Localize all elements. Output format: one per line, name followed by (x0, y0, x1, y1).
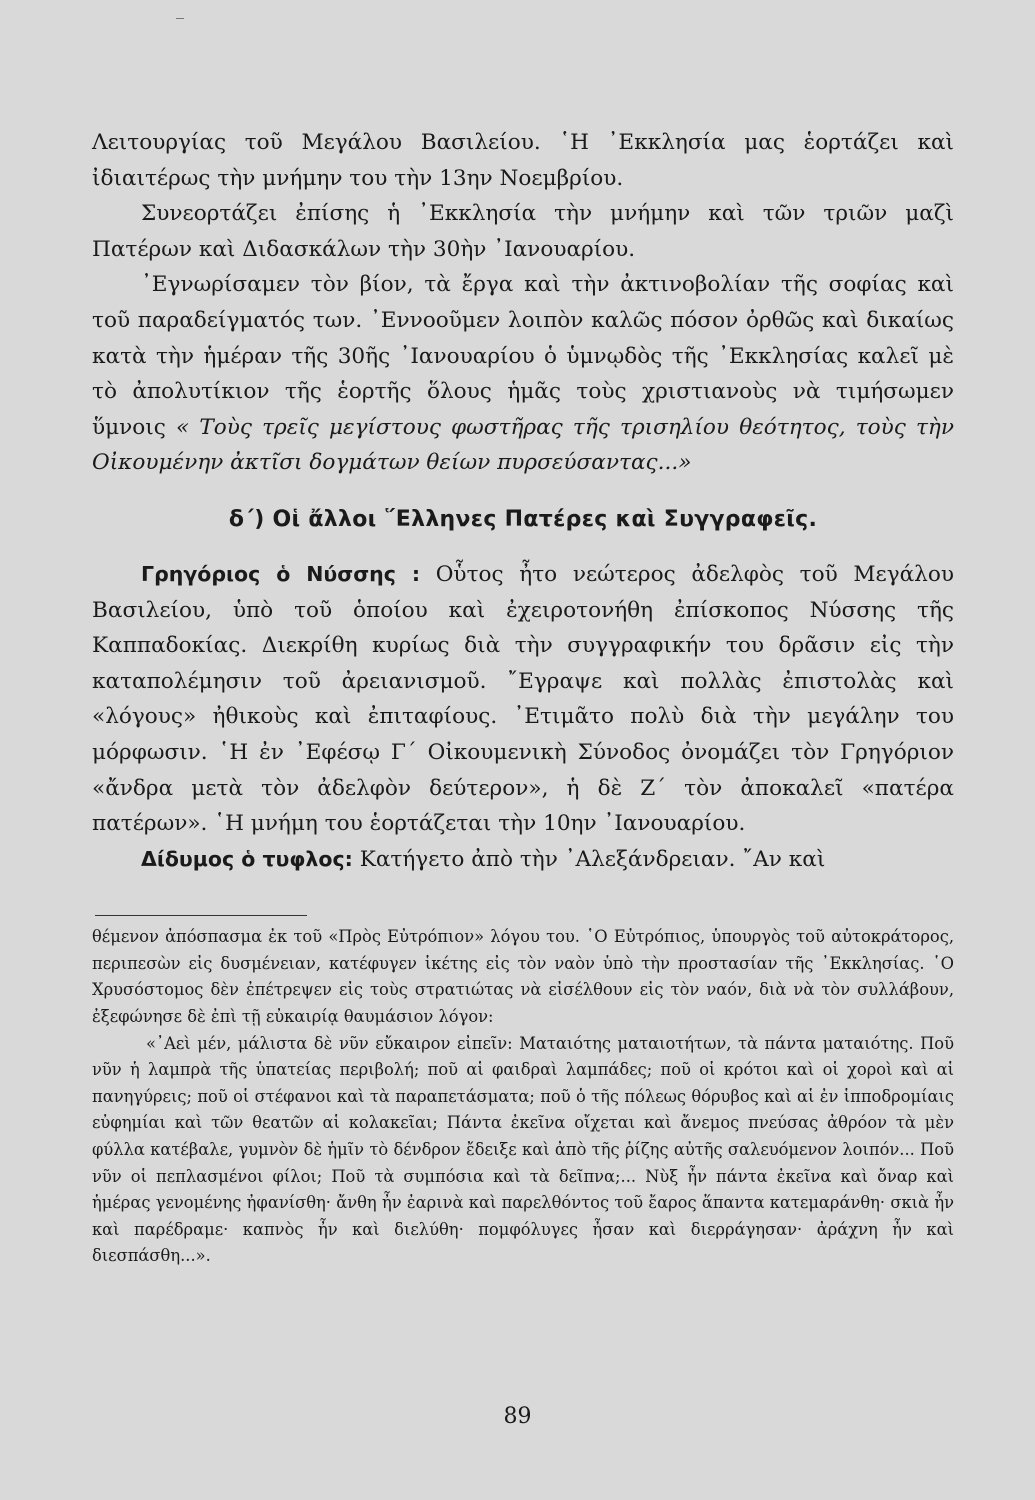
gregory-text: Οὗτος ἦτο νεώτερος ἀδελφὸς τοῦ Μεγάλου Βασιλείου, ὑπὸ τοῦ ὁποίου καὶ ἐχειροτονήθη ἐπίσκοπος Νύσσης τῆς Καππαδοκίας. Διεκρίθη κυρίως διὰ τὴν συγγραφικήν του δρᾶσιν εἰς τὴν καταπολέμησιν τοῦ ἀρειανισμοῦ. ῎Εγραψε καὶ πολλὰς ἐπιστολὰς καὶ «λόγους» ἠθικοὺς καὶ ἐπιταφίους. ᾿Ετιμᾶτο πολὺ διὰ τὴν μεγάλην του μόρφωσιν. ῾Η ἐν ᾿Εφέσῳ Γ΄ Οἰκουμενικὴ Σύνοδος ὀνομάζει τὸν Γρηγόριον «ἄνδρα μετὰ τὸν ἀδελφὸν δεύτερον», ἡ δὲ Ζ΄ τὸν ἀποκαλεῖ «πατέρα πατέρων». ῾Η μνήμη του ἑορτάζεται τὴν 10ην ᾿Ιανουαρίου. (92, 561, 954, 837)
paragraph-liturgy: Λειτουργίας τοῦ Μεγάλου Βασιλείου. ῾Η ᾿Εκκλησία μας ἑορτάζει καὶ ἰδιαιτέρως τὴν μνήμην του τὴν 13ην Νοεμβρίου. (92, 130, 954, 191)
apolytikion-text: ᾿Εγνωρίσαμεν τὸν βίον, τὰ ἔργα καὶ τὴν ἀκτινοβολίαν τῆς σοφίας καὶ τοῦ παραδείγματός των. ᾿Εννοοῦμεν λοιπὸν καλῶς πόσον ὀρθῶς καὶ δικαίως κατὰ τὴν ἡμέραν τῆς 30ῆς ᾿Ιανουαρίου ὁ ὑμνῳδὸς τῆς ᾿Εκκλησίας καλεῖ μὲ τὸ ἀπολυτίκιον τῆς ἑορτῆς ὅλους ἡμᾶς τοὺς χριστιανοὺς νὰ τιμήσωμεν ὕμνοις (92, 272, 954, 440)
main-text (92, 125, 954, 877)
paragraph-gregory-nyssa (92, 557, 954, 842)
footnote-rule (95, 915, 307, 916)
scan-mark (176, 18, 184, 19)
paragraph-didymus (92, 842, 954, 878)
didymus-name: Δίδυμος ὁ τυφλος: (141, 846, 353, 871)
section-heading: δ΄) Οἱ ἄλλοι ῞Ελληνες Πατέρες καὶ Συγγραφεῖς. (228, 506, 818, 532)
footnote (92, 924, 954, 1270)
page-number: 89 (503, 1404, 532, 1429)
paragraph-three-hierarchs: Συνεορτάζει ἐπίσης ἡ ᾿Εκκλησία τὴν μνήμην καὶ τῶν τριῶν μαζὶ Πατέρων καὶ Διδασκάλων τὴν 30ὴν ᾿Ιανουαρίου. (92, 201, 954, 262)
didymus-text: Κατήγετο ἀπὸ τὴν ᾿Αλεξάνδρειαν. ῎Αν καὶ (359, 846, 826, 872)
footnote-paragraph-quote: «᾿Αεὶ μέν, μάλιστα δὲ νῦν εὔκαιρον εἰπεῖν: Ματαιότης ματαιοτήτων, τὰ πάντα ματαιότης. Ποῦ νῦν ἡ λαμπρὰ τῆς ὑπατείας περιβολή; ποῦ αἱ φαιδραὶ λαμπάδες; ποῦ οἱ κρότοι καὶ οἱ χοροὶ καὶ αἱ πανηγύρεις; ποῦ οἱ στέφανοι καὶ τὰ παραπετάσματα; ποῦ ὁ τῆς πόλεως θόρυβος καὶ αἱ ἐν ἱπποδρομίαις εὐφημίαι καὶ τῶν θεατῶν αἱ κολακεῖαι; Πάντα ἐκεῖνα οἴχεται καὶ ἄνεμος πνεύσας ἀθρόον τὰ μὲν φύλλα κατέβαλε, γυμνὸν δὲ ἡμῖν τὸ δένδρον ἔδειξε καὶ ἀπὸ τῆς ῥίζης αὐτῆς σαλευόμενον λοιπόν... Ποῦ νῦν οἱ πεπλασμένοι φίλοι; Ποῦ τὰ συμπόσια καὶ τὰ δεῖπνα;... Νὺξ ἦν πάντα ἐκεῖνα καὶ ὄναρ καὶ ἡμέρας γενομένης ἠφανίσθη· ἄνθη ἦν ἐαρινὰ καὶ παρελθόντος τοῦ ἔαρος ἅπαντα κατεμαράνθη· σκιὰ ἦν καὶ παρέδραμε· καπνὸς ἦν καὶ διελύθη· πομφόλυγες ἦσαν καὶ διερράγησαν· ἀράχνη ἦν καὶ διεσπάσθη...». (92, 1033, 954, 1266)
apolytikion-quote: « Τοὺς τρεῖς μεγίστους φωστῆρας τῆς τρισηλίου θεότητος, τοὺς τὴν Οἰκουμένην ἀκτῖσι δογμάτων θείων πυρσεύσαντας...» (92, 414, 954, 476)
gregory-name: Γρηγόριος ὁ Νύσσης : (141, 561, 421, 586)
paragraph-apolytikion (92, 267, 954, 481)
page-text-block (92, 125, 954, 1270)
footnote-paragraph-eutropius: θέμενον ἀπόσπασμα ἐκ τοῦ «Πρὸς Εὐτρόπιον» λόγου του. ῾Ο Εὐτρόπιος, ὑπουργὸς τοῦ αὐτοκράτορος, περιπεσὼν εἰς δυσμένειαν, κατέφυγεν ἱκέτης εἰς τὸν ναὸν ὑπὸ τὴν προστασίαν τῆς ᾿Εκκλησίας. ῾Ο Χρυσόστομος δὲν ἐπέτρεψεν εἰς τοὺς στρατιώτας νὰ εἰσέλθουν εἰς τὸν ναόν, διὰ νὰ τὸν συλλάβουν, ἐξεφώνησε δὲ ἐπὶ τῇ εὐκαιρίᾳ θαυμάσιον λόγον: (92, 927, 954, 1027)
